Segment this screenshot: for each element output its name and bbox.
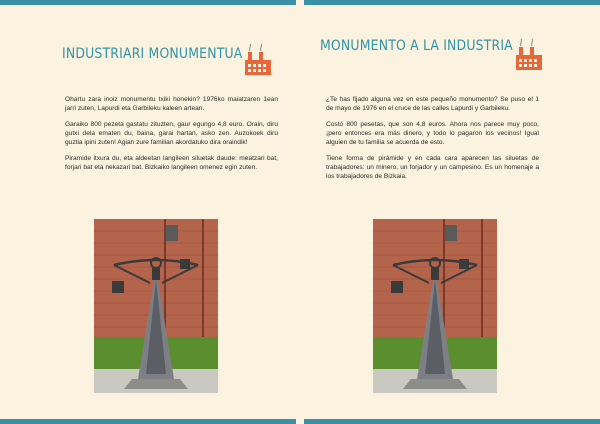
monument-photo [373,219,497,393]
monument-photo [94,219,218,393]
paragraph: Costó 800 pesetas, que son 4,8 euros. Ahora nos parece muy poco, ¡pero entonces era más dinero, y todo lo pagaron los vecinos! Igual alguien de tu familia se acuerda de esto. [326,121,539,146]
bottom-border [0,419,600,424]
top-border [0,0,600,5]
left-page-title: INDUSTRIARI MONUMENTUA [62,46,243,62]
paragraph: ¿Te has fijado alguna vez en este pequeño monumento? Se puso el 1 de mayo de 1976 en el cruce de las calles Lapurdi y Garbileku. [326,96,539,112]
paragraph: Ohartu zara inoiz monumentu txiki honekin? 1976ko maiatzaren 1ean jarri zuten, Lapurdi eta Garbileku kaleen artean. [65,96,278,112]
paragraph: Garaiko 800 pezeta gastatu zituzten, gaur egungo 4,8 euro. Orain, diru gutxi dela ematen du, baina, garai hartan, asko zen. Auzokoek diru guztia ipini zuten! Agian zure familian akordatuko dira oraindik! [65,121,278,146]
paragraph: Piramide itxura du, eta aldeetan langileen siluetak daude: meatzari bat, forjari bat eta nekazari bat. Bizkaiko langileen omenez egin zuten. [65,155,278,171]
left-page-body [65,95,278,179]
right-page-title: MONUMENTO A LA INDUSTRIA [320,38,513,54]
right-page-body [326,95,539,188]
factory-icon [514,37,544,71]
factory-icon [243,42,273,76]
paragraph: Tiene forma de pirámide y en cada cara aparecen las siluetas de trabajadores: un minero, un forjador y un campesino. Es un homenaje a los trabajadores de Bizkaia. [326,155,539,180]
